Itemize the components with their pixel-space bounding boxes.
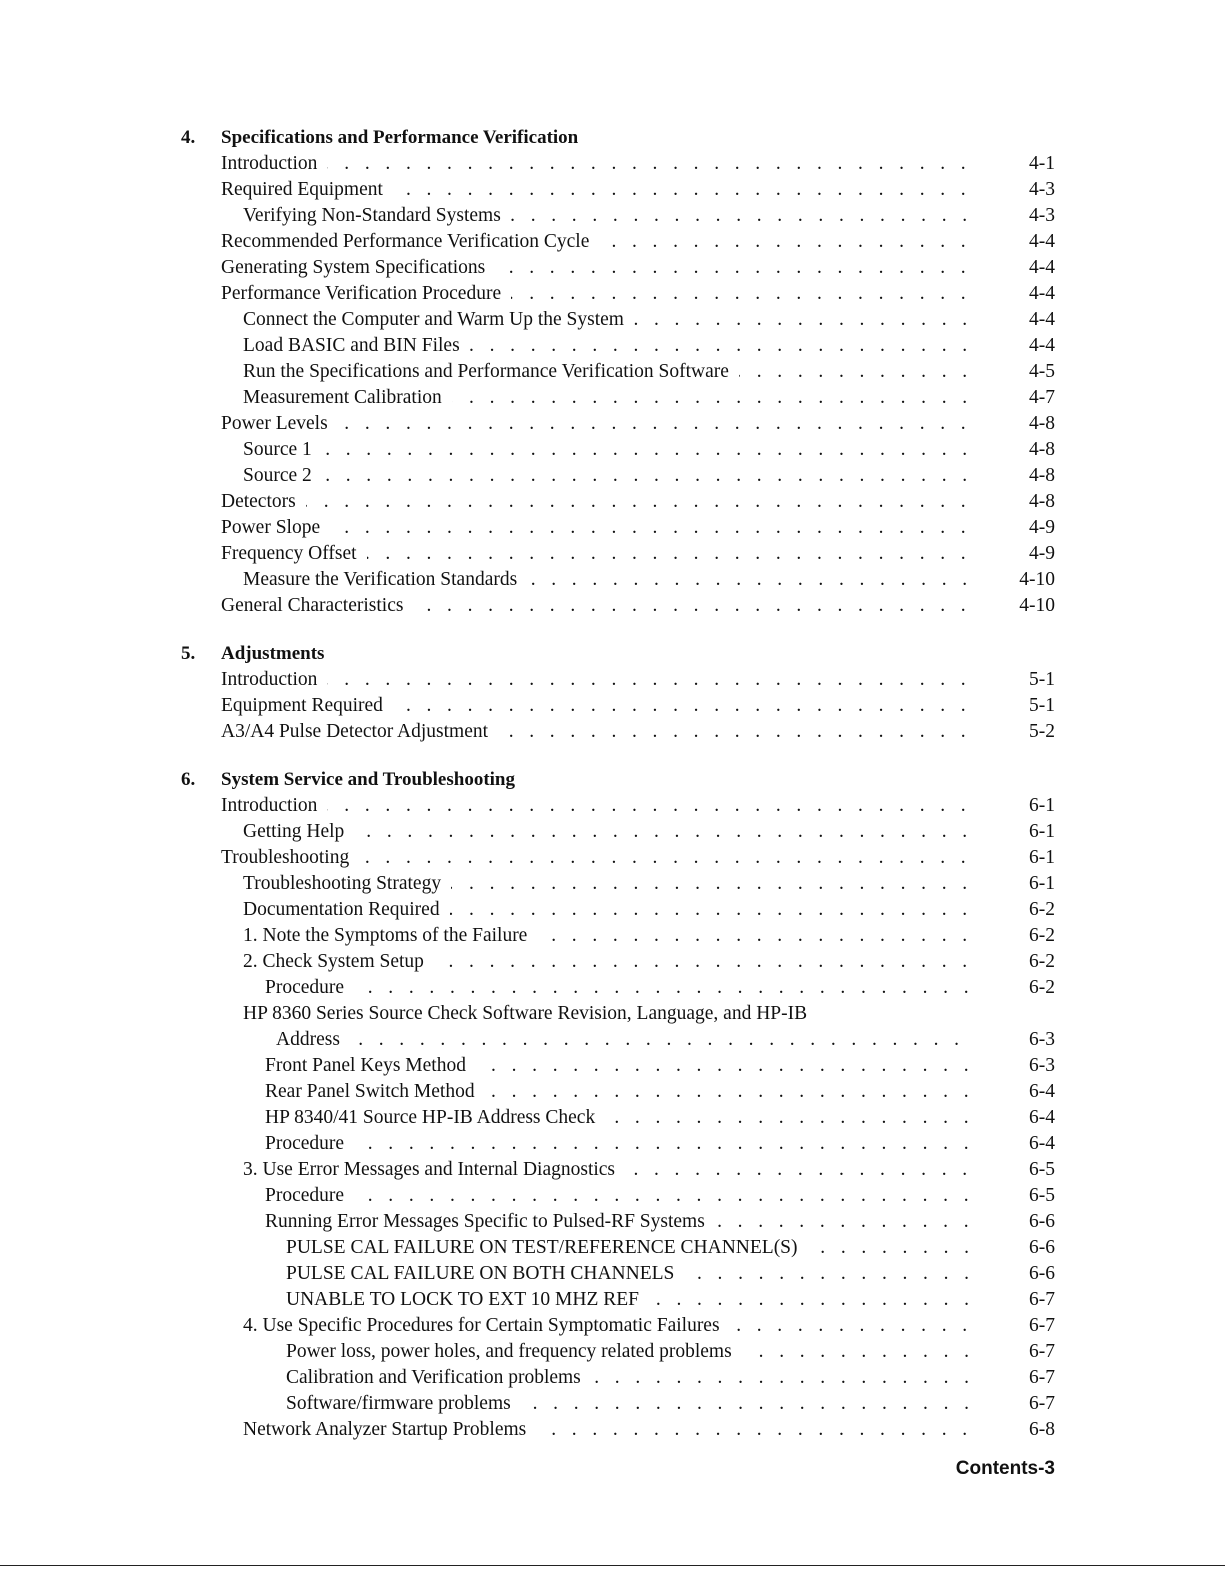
toc-entry-page: 6-3 (1029, 1029, 1055, 1050)
toc-entry-label: PULSE CAL FAILURE ON BOTH CHANNELS (286, 1263, 684, 1284)
toc-entry[interactable] (0, 411, 1225, 437)
toc-entry-label-container (221, 793, 973, 819)
toc-entry-page: 6-2 (1029, 899, 1055, 920)
toc-entry-label-container (286, 1339, 973, 1365)
toc-entry-label: Power loss, power holes, and frequency related problems (286, 1341, 742, 1362)
toc-entry-page: 4-3 (1029, 179, 1055, 200)
section-heading (0, 125, 1225, 151)
toc-entry[interactable] (0, 1157, 1225, 1183)
toc-entry[interactable] (0, 1235, 1225, 1261)
toc-entry-label: Troubleshooting Strategy (243, 873, 451, 894)
toc-entry-label: Troubleshooting (221, 847, 359, 868)
toc-entry-label-container (221, 541, 973, 567)
toc-entry[interactable] (0, 255, 1225, 281)
bottom-rule (0, 1565, 1225, 1566)
toc-entry-label-container (243, 1157, 973, 1183)
toc-entry-label: Procedure (265, 1133, 354, 1154)
toc-entry[interactable] (0, 437, 1225, 463)
toc-entry-page: 6-1 (1029, 847, 1055, 868)
toc-entry-page: 6-6 (1029, 1211, 1055, 1232)
toc-entry-label: Introduction (221, 795, 327, 816)
toc-section (0, 767, 1225, 1443)
toc-entry[interactable] (0, 793, 1225, 819)
toc-entry[interactable] (0, 359, 1225, 385)
toc-entry-label: Generating System Specifications (221, 257, 495, 278)
toc-entry-label: Rear Panel Switch Method (265, 1081, 485, 1102)
toc-entry-label: Running Error Messages Specific to Pulsed-RF Systems (265, 1211, 715, 1232)
toc-entry-page: 6-6 (1029, 1237, 1055, 1258)
toc-entry-label-container (265, 1183, 973, 1209)
toc-entry-label-container (221, 229, 973, 255)
toc-entry-label: Detectors (221, 491, 306, 512)
section-number: 4. (181, 127, 196, 148)
toc-entry[interactable] (0, 845, 1225, 871)
toc-entry[interactable] (0, 1313, 1225, 1339)
toc-entry-page: 6-4 (1029, 1081, 1055, 1102)
toc-entry-page: 4-4 (1029, 283, 1055, 304)
toc-entry-label-container (243, 897, 973, 923)
toc-entry-label: 4. Use Specific Procedures for Certain Symptomatic Failures (243, 1315, 730, 1336)
toc-entry-label-container (276, 1027, 973, 1053)
toc-entry-label: Software/firmware problems (286, 1393, 521, 1414)
toc-entry-page: 6-1 (1029, 821, 1055, 842)
toc-entry-label-container (243, 463, 973, 489)
toc-entry[interactable] (0, 541, 1225, 567)
toc-entry[interactable] (0, 567, 1225, 593)
toc-entry-page: 6-2 (1029, 977, 1055, 998)
toc-section (0, 125, 1225, 619)
toc-entry-label-container (221, 667, 973, 693)
toc-entry-label-container (265, 1053, 973, 1079)
toc-entry-label: Power Levels (221, 413, 338, 434)
toc-entry[interactable] (0, 719, 1225, 745)
toc-entry-label: Introduction (221, 669, 327, 690)
toc-entry-label-container (221, 255, 973, 281)
toc-entry-label-container (221, 151, 973, 177)
toc-entry[interactable] (0, 949, 1225, 975)
section-number: 5. (181, 643, 196, 664)
section-title: Adjustments (221, 643, 325, 664)
toc-entry[interactable] (0, 897, 1225, 923)
toc-section (0, 641, 1225, 745)
toc-entry-label: 3. Use Error Messages and Internal Diagnostics (243, 1159, 625, 1180)
toc-entry-label-container (286, 1235, 973, 1261)
toc-entry-page: 4-4 (1029, 309, 1055, 330)
toc-entry-label-container (243, 567, 973, 593)
toc-entry-label: Procedure (265, 1185, 354, 1206)
toc-entry-label: Performance Verification Procedure (221, 283, 511, 304)
toc-entry-page: 4-1 (1029, 153, 1055, 174)
toc-entry[interactable] (0, 1339, 1225, 1365)
toc-entry-label-container (221, 281, 973, 307)
toc-entry[interactable] (0, 515, 1225, 541)
toc-entry-label-container (265, 1105, 973, 1131)
toc-entry-label-container (243, 437, 973, 463)
toc-entry-label-container (243, 1417, 973, 1443)
table-of-contents (0, 125, 1225, 1465)
section-heading (0, 767, 1225, 793)
toc-entry[interactable] (0, 1079, 1225, 1105)
toc-entry[interactable] (0, 333, 1225, 359)
toc-entry-page: 4-8 (1029, 491, 1055, 512)
toc-entry-label-container (265, 1131, 973, 1157)
toc-entry-label-container (221, 593, 973, 619)
section-title: System Service and Troubleshooting (221, 769, 515, 790)
toc-entry-label-container (286, 1287, 973, 1313)
toc-entry-page: 6-7 (1029, 1393, 1055, 1414)
toc-entry[interactable] (0, 667, 1225, 693)
toc-entry-page: 6-8 (1029, 1419, 1055, 1440)
toc-entry-label: Source 1 (243, 439, 322, 460)
toc-entry[interactable] (0, 281, 1225, 307)
toc-entry-page: 5-1 (1029, 695, 1055, 716)
toc-entry[interactable] (0, 229, 1225, 255)
toc-entry[interactable] (0, 819, 1225, 845)
toc-entry[interactable] (0, 1001, 1225, 1027)
toc-entry-label-container (286, 1261, 973, 1287)
toc-entry-label-container (243, 923, 973, 949)
toc-entry[interactable] (0, 463, 1225, 489)
toc-entry[interactable] (0, 1365, 1225, 1391)
toc-entry-label: Equipment Required (221, 695, 393, 716)
toc-entry-page: 4-10 (1019, 595, 1055, 616)
toc-entry-label: 2. Check System Setup (243, 951, 434, 972)
toc-entry-label-container (265, 975, 973, 1001)
toc-entry[interactable] (0, 1183, 1225, 1209)
toc-entry[interactable] (0, 1287, 1225, 1313)
toc-entry-label: Connect the Computer and Warm Up the System (243, 309, 634, 330)
toc-entry-page: 6-3 (1029, 1055, 1055, 1076)
toc-entry-label: Measure the Verification Standards (243, 569, 527, 590)
toc-entry-page: 4-7 (1029, 387, 1055, 408)
toc-entry-page: 4-3 (1029, 205, 1055, 226)
toc-entry[interactable] (0, 307, 1225, 333)
toc-entry-page: 6-7 (1029, 1315, 1055, 1336)
toc-entry-page: 4-8 (1029, 413, 1055, 434)
toc-entry[interactable] (0, 1105, 1225, 1131)
toc-entry-label-container (221, 515, 973, 541)
toc-entry[interactable] (0, 1417, 1225, 1443)
toc-entry-label-container (221, 845, 973, 871)
toc-entry[interactable] (0, 1261, 1225, 1287)
toc-entry-label-container (221, 177, 973, 203)
toc-entry[interactable] (0, 1209, 1225, 1235)
toc-entry[interactable] (0, 1391, 1225, 1417)
toc-entry-page: 4-5 (1029, 361, 1055, 382)
section-title: Specifications and Performance Verification (221, 127, 579, 148)
toc-entry-label-container (286, 1365, 973, 1391)
toc-entry-label: Required Equipment (221, 179, 393, 200)
toc-entry-label-container (243, 359, 973, 385)
toc-entry-label: Network Analyzer Startup Problems (243, 1419, 536, 1440)
toc-entry-label-container (265, 1209, 973, 1235)
toc-entry-page: 4-9 (1029, 543, 1055, 564)
toc-entry-label: A3/A4 Pulse Detector Adjustment (221, 721, 498, 742)
toc-entry-label: Calibration and Verification problems (286, 1367, 591, 1388)
toc-entry-label-container (286, 1391, 973, 1417)
toc-entry-page: 6-5 (1029, 1159, 1055, 1180)
toc-entry-label: Run the Specifications and Performance Verification Software (243, 361, 739, 382)
toc-entry-label: Procedure (265, 977, 354, 998)
toc-entry-page: 4-9 (1029, 517, 1055, 538)
toc-entry-page: 4-4 (1029, 335, 1055, 356)
toc-entry-page: 4-4 (1029, 257, 1055, 278)
toc-entry-label: Source 2 (243, 465, 322, 486)
toc-entry[interactable] (0, 385, 1225, 411)
toc-entry-label: Verifying Non-Standard Systems (243, 205, 511, 226)
toc-entry-label-container (221, 411, 973, 437)
toc-entry-page: 6-5 (1029, 1185, 1055, 1206)
toc-entry-label-container (243, 1313, 973, 1339)
toc-entry-page: 6-7 (1029, 1341, 1055, 1362)
toc-entry-label-container (221, 693, 973, 719)
toc-entry-label-container (221, 719, 973, 745)
toc-entry[interactable] (0, 593, 1225, 619)
toc-entry-page: 6-2 (1029, 925, 1055, 946)
toc-entry-label-container (265, 1079, 973, 1105)
toc-entry-page: 6-2 (1029, 951, 1055, 972)
toc-entry-label: Front Panel Keys Method (265, 1055, 476, 1076)
toc-entry-label: UNABLE TO LOCK TO EXT 10 MHZ REF (286, 1289, 649, 1310)
toc-entry-label-container (243, 871, 973, 897)
toc-entry[interactable] (0, 177, 1225, 203)
toc-entry-page: 4-10 (1019, 569, 1055, 590)
toc-entry-label-container (221, 489, 973, 515)
toc-entry[interactable] (0, 203, 1225, 229)
toc-entry[interactable] (0, 923, 1225, 949)
toc-entry-label-container (243, 203, 973, 229)
toc-entry-label: Introduction (221, 153, 327, 174)
toc-entry-page: 4-4 (1029, 231, 1055, 252)
toc-entry-label: Recommended Performance Verification Cycle (221, 231, 599, 252)
toc-entry-label: Frequency Offset (221, 543, 367, 564)
toc-entry-page: 6-4 (1029, 1107, 1055, 1128)
toc-entry-label-container (243, 333, 973, 359)
toc-entry-page: 4-8 (1029, 465, 1055, 486)
toc-entry[interactable] (0, 975, 1225, 1001)
toc-entry-page: 6-1 (1029, 873, 1055, 894)
toc-entry-label-container (243, 949, 973, 975)
toc-entry[interactable] (0, 1027, 1225, 1053)
toc-entry-label: Load BASIC and BIN Files (243, 335, 470, 356)
toc-entry-label-container (243, 819, 973, 845)
toc-entry-label-container (243, 1001, 973, 1027)
section-heading (0, 641, 1225, 667)
toc-entry-page: 6-7 (1029, 1289, 1055, 1310)
toc-entry-page: 6-1 (1029, 795, 1055, 816)
toc-entry-page: 6-7 (1029, 1367, 1055, 1388)
toc-entry-page: 4-8 (1029, 439, 1055, 460)
toc-entry-page: 6-6 (1029, 1263, 1055, 1284)
toc-entry-label: HP 8360 Series Source Check Software Revision, Language, and HP-IB (243, 1003, 817, 1024)
toc-entry-label-container (243, 307, 973, 333)
toc-entry-page: 5-2 (1029, 721, 1055, 742)
toc-entry[interactable] (0, 489, 1225, 515)
toc-entry-label: General Characteristics (221, 595, 413, 616)
toc-entry-page: 6-4 (1029, 1133, 1055, 1154)
toc-entry-label: Measurement Calibration (243, 387, 452, 408)
toc-entry-label: Address (276, 1029, 350, 1050)
toc-entry-label: Power Slope (221, 517, 330, 538)
toc-entry[interactable] (0, 693, 1225, 719)
page-footer-label: Contents-3 (955, 1458, 1055, 1479)
toc-entry-label: PULSE CAL FAILURE ON TEST/REFERENCE CHANNEL(S) (286, 1237, 808, 1258)
toc-entry-label-container (243, 385, 973, 411)
toc-entry-label: Getting Help (243, 821, 354, 842)
toc-entry-label: 1. Note the Symptoms of the Failure (243, 925, 537, 946)
toc-entry[interactable] (0, 1053, 1225, 1079)
toc-entry-label: HP 8340/41 Source HP-IB Address Check (265, 1107, 605, 1128)
toc-entry[interactable] (0, 1131, 1225, 1157)
toc-entry[interactable] (0, 871, 1225, 897)
section-number: 6. (181, 769, 196, 790)
toc-entry-label: Documentation Required (243, 899, 450, 920)
toc-entry-page: 5-1 (1029, 669, 1055, 690)
toc-entry[interactable] (0, 151, 1225, 177)
